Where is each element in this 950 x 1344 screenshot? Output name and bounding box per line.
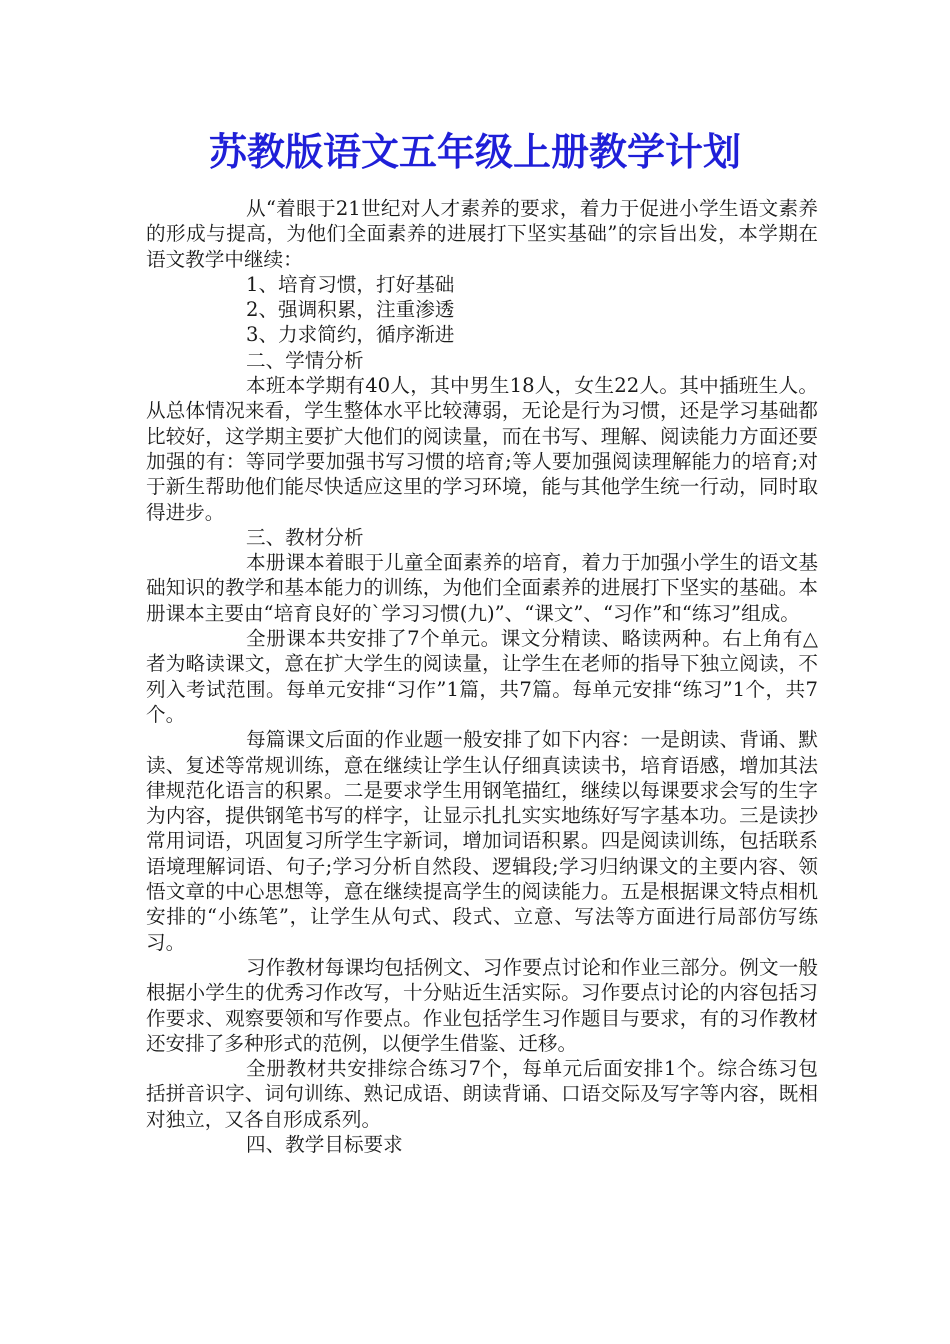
paragraph-intro: 从“着眼于21世纪对人才素养的要求，着力于促进小学生语文素养的形成与提高，为他们全面素养的进展打下坚实基础”的宗旨出发，本学期在语文教学中继续： — [146, 197, 818, 271]
section-heading: 三、教材分析 — [246, 525, 364, 549]
section-heading: 四、教学目标要求 — [246, 1132, 403, 1156]
list-item: 2、强调积累，注重渗透 — [246, 298, 455, 322]
paragraph-units: 全册课本共安排了7个单元。课文分精读、略读两种。右上角有△者为略读课文，意在扩大学生的阅读量，让学生在老师的指导下独立阅读，不列入考试范围。每单元安排“习作”1篇，共7篇。每单元安排“练习”1个，共7个。 — [146, 627, 818, 726]
document-title: 苏教版语文五年级上册教学计划 — [208, 129, 741, 174]
paragraph-student-analysis: 本班本学期有40人，其中男生18人，女生22人。其中插班生人。从总体情况来看，学生整体水平比较薄弱，无论是行为习惯，还是学习基础都比较好，这学期主要扩大他们的阅读量，而在书写、理解、阅读能力方面还要加强的有：等同学要加强书写习惯的培育;等人要加强阅读理解能力的培育;对于新生帮助他们能尽快适应这里的学习环境，能与其他学生统一行动，同时取得进步。 — [146, 374, 818, 524]
document-body — [146, 196, 818, 1157]
paragraph-exercises: 每篇课文后面的作业题一般安排了如下内容：一是朗读、背诵、默读、复述等常规训练，意在继续让学生认仔细真读读书，培育语感，增加其法律规范化语言的积累。二是要求学生用钢笔描红，继续以每课要求会写的生字为内容，提供钢笔书写的样字，让显示扎扎实实地练好写字基本功。三是读抄常用词语，巩固复习所学生字新词，增加词语积累。四是阅读训练，包括联系语境理解词语、句子;学习分析自然段、逻辑段;学习归纳课文的主要内容、领悟文章的中心思想等，意在继续提高学生的阅读能力。五是根据课文特点相机安排的“小练笔”，让学生从句式、段式、立意、写法等方面进行局部仿写练习。 — [146, 728, 818, 954]
paragraph-textbook-overview: 本册课本着眼于儿童全面素养的培育，着力于加强小学生的语文基础知识的教学和基本能力的训练，为他们全面素养的进展打下坚实的基础。本册课本主要由“培育良好的`学习习惯(九)”、“课文”、“习作”和“练习”组成。 — [146, 551, 818, 625]
list-item: 1、培育习惯，打好基础 — [246, 272, 455, 296]
paragraph-composition: 习作教材每课均包括例文、习作要点讨论和作业三部分。例文一般根据小学生的优秀习作改写，十分贴近生活实际。习作要点讨论的内容包括习作要求、观察要领和写作要点。作业包括学生习作题目与要求，有的习作教材还安排了多种形式的范例，以便学生借鉴、迁移。 — [146, 955, 818, 1055]
paragraph-comprehensive-practice: 全册教材共安排综合练习7个，每单元后面安排1个。综合练习包括拼音识字、词句训练、熟记成语、朗读背诵、口语交际及写字等内容，既相对独立，又各自形成系列。 — [146, 1057, 818, 1131]
section-heading: 二、学情分析 — [246, 348, 364, 372]
list-item: 3、力求简约，循序渐进 — [246, 323, 455, 347]
